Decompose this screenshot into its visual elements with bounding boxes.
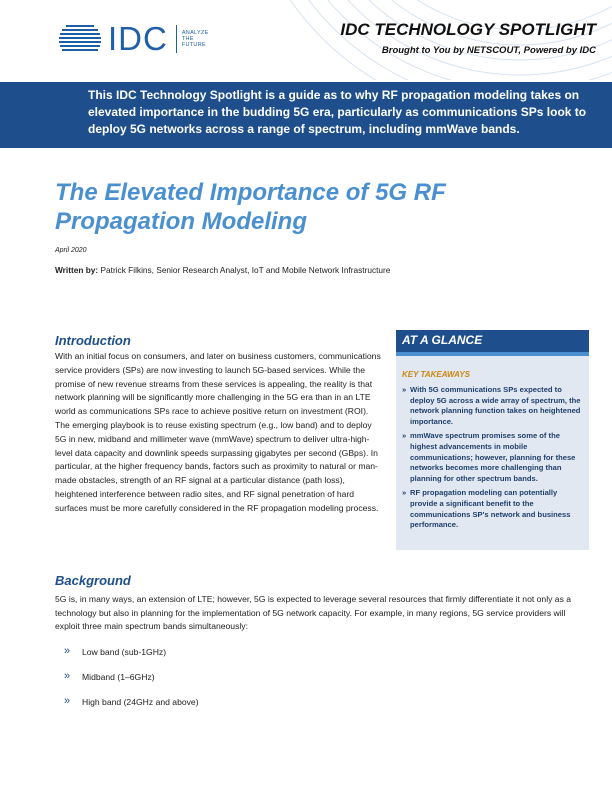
list-item: » High band (24GHz and above) <box>64 696 199 721</box>
spectrum-bands-list <box>64 646 199 721</box>
page-header <box>0 0 612 80</box>
at-a-glance-box <box>396 330 589 550</box>
author-label: Written by: <box>55 265 99 275</box>
author-name: Patrick Filkins, Senior Research Analyst, IoT and Mobile Network Infrastructure <box>100 265 391 275</box>
at-a-glance-header <box>396 330 589 352</box>
list-item: » mmWave spectrum promises some of the highest advancements in mobile communications; however, planning for these networks becomes more challenging than planning for other spectrum bands. <box>402 431 584 484</box>
list-item: » RF propagation modeling can potentially provide a significant benefit to the communications SP's network and business performance. <box>402 488 584 530</box>
summary-banner <box>0 82 612 148</box>
background-body: 5G is, in many ways, an extension of LTE; however, 5G is expected to leverage several resources that firmly differentiate it not only as a technology but also in planning for the implementation of 5G network capacity. For example, in many regions, 5G service providers will exploit three main spectrum bands simultaneously: <box>55 594 572 632</box>
introduction-heading: Introduction <box>55 333 131 348</box>
list-item: » Midband (1–6GHz) <box>64 671 199 696</box>
idc-logo <box>58 20 209 57</box>
background-heading: Background <box>55 573 131 588</box>
spotlight-title: IDC TECHNOLOGY SPOTLIGHT <box>340 20 596 39</box>
banner-text: This IDC Technology Spotlight is a guide as to why RF propagation modeling takes on elevated importance in the budding 5G era, particularly as communications SPs look to deploy 5G networks across a range of spectrum, including mmWave bands. <box>88 88 587 136</box>
spotlight-subtitle: Brought to You by NETSCOUT, Powered by IDC <box>381 45 596 56</box>
key-takeaways-list <box>402 385 584 535</box>
logo-divider <box>176 25 177 53</box>
author-line <box>55 265 390 275</box>
globe-icon <box>58 24 102 54</box>
list-item: » Low band (sub-1GHz) <box>64 646 199 671</box>
logo-tagline: ANALYZE THE FUTURE <box>181 30 209 48</box>
introduction-body: With an initial focus on consumers, and later on business customers, communications service providers (SPs) are now investing to launch 5G-based services. While the promise of new revenue streams from these services is appealing, the reality is that network planning will be significantly more challenging in the 5G era than in an LTE world as communications SPs race to achieve positive return on investment (ROI). The emerging playbook is to reuse existing spectrum (e.g., low band) and to deploy 5G in new, midband and millimeter wave (mmWave) spectrum to deliver ultra-high-level data capacity and downlink speeds surpassing gigabytes per second (GBps). In particular, at the higher frequency bands, factors such as proximity to natural or man-made obstacles, strength of an RF signal at a particular distance (path loss), heightened interference between radio sites, and RF signal penetration of hard surfaces must be more carefully considered in the RF propagation modeling process. <box>55 351 381 513</box>
at-a-glance-accent <box>396 352 589 356</box>
publication-date: April 2020 <box>55 247 87 254</box>
list-item: » With 5G communications SPs expected to deploy 5G across a wide array of spectrum, the network planning function takes on heightened importance. <box>402 385 584 427</box>
at-a-glance-heading: AT A GLANCE <box>402 333 483 347</box>
document-title: The Elevated Importance of 5G RF Propagation Modeling <box>55 179 446 235</box>
key-takeaways-label: KEY TAKEAWAYS <box>402 370 471 379</box>
logo-text: IDC <box>108 20 168 57</box>
